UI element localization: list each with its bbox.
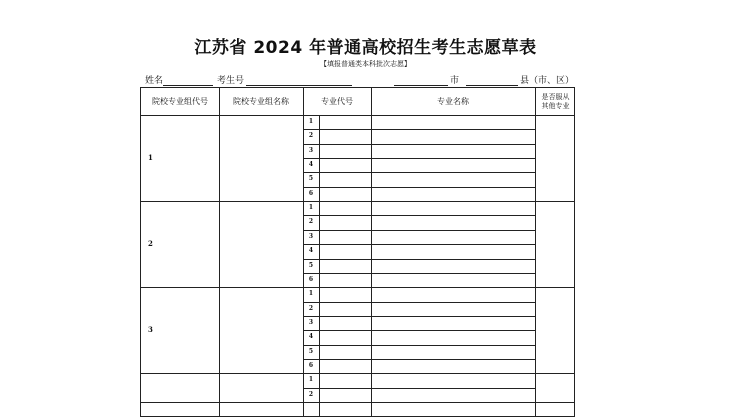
row-number: 2 <box>308 132 314 140</box>
row-divider <box>303 230 535 231</box>
row-number: 5 <box>308 261 314 269</box>
row-divider <box>303 388 535 389</box>
header-obey-line1: 是否服从 <box>541 92 570 101</box>
row-number: 2 <box>308 304 314 312</box>
row-number: 6 <box>308 275 314 283</box>
row-number: 4 <box>308 161 314 169</box>
col-divider <box>535 88 536 417</box>
exam-number-label: 考生号 <box>217 76 245 86</box>
row-number: 6 <box>308 361 314 369</box>
row-divider <box>303 345 535 346</box>
county-label: 县（市、区） <box>520 76 575 86</box>
row-number: 4 <box>308 333 314 341</box>
col-divider <box>319 115 320 417</box>
group-number: 2 <box>148 239 153 249</box>
group-number: 3 <box>148 325 153 335</box>
row-number: 5 <box>308 175 314 183</box>
form-title: 江苏省 2024 年普通高校招生考生志愿草表 <box>194 38 537 58</box>
row-divider <box>303 144 535 145</box>
header-group-name: 院校专业组名称 <box>233 97 289 106</box>
row-divider <box>303 172 535 173</box>
col-divider <box>219 88 220 417</box>
col-divider <box>371 88 372 417</box>
row-divider <box>303 129 535 130</box>
row-divider <box>303 359 535 360</box>
row-divider <box>303 302 535 303</box>
exam-number-field[interactable] <box>246 85 352 86</box>
header-obey-line2: 其他专业 <box>541 101 570 110</box>
row-number: 1 <box>308 118 314 125</box>
header-major-name: 专业名称 <box>437 97 469 106</box>
row-number: 4 <box>308 247 314 255</box>
row-number: 2 <box>308 218 314 226</box>
row-divider <box>303 244 535 245</box>
city-field[interactable] <box>394 85 448 86</box>
header-group-code: 院校专业组代号 <box>152 97 208 106</box>
row-divider <box>303 330 535 331</box>
row-divider <box>303 158 535 159</box>
row-number: 2 <box>308 390 314 398</box>
row-number: 3 <box>308 232 314 240</box>
col-divider <box>303 88 304 417</box>
header-major-code: 专业代号 <box>321 97 353 106</box>
name-field[interactable] <box>163 85 213 86</box>
row-number: 1 <box>308 290 314 298</box>
row-divider <box>303 187 535 188</box>
county-field[interactable] <box>466 85 518 86</box>
group-number: 1 <box>148 153 153 163</box>
form-subtitle: 【填报普通类本科批次志愿】 <box>320 60 411 68</box>
group-divider <box>141 373 574 374</box>
row-number: 1 <box>308 376 314 384</box>
volunteer-table <box>140 87 575 417</box>
group-divider <box>141 201 574 202</box>
city-label: 市 <box>450 76 460 86</box>
name-label: 姓名 <box>145 76 164 86</box>
row-number: 3 <box>308 146 314 154</box>
group-divider <box>141 402 574 403</box>
group-divider <box>141 287 574 288</box>
header-divider <box>141 115 574 116</box>
row-number: 3 <box>308 318 314 326</box>
row-divider <box>303 259 535 260</box>
row-number: 5 <box>308 347 314 355</box>
row-number: 1 <box>308 204 314 212</box>
row-number: 6 <box>308 189 314 197</box>
row-divider <box>303 316 535 317</box>
row-divider <box>303 273 535 274</box>
header-obey-other <box>535 88 575 115</box>
row-divider <box>303 215 535 216</box>
